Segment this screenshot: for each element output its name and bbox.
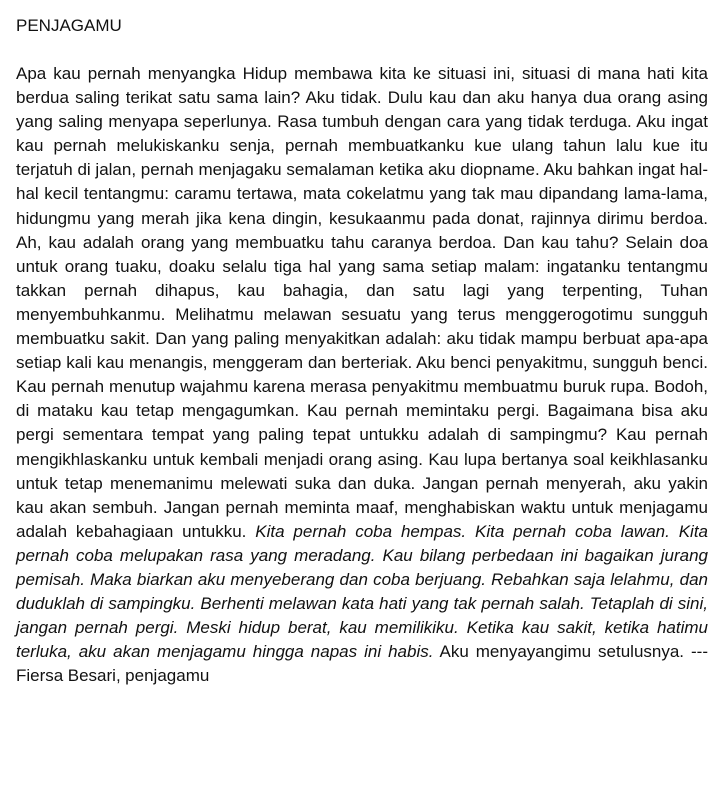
document-title: PENJAGAMU bbox=[16, 16, 122, 35]
body-intro-text: Apa kau pernah menyangka Hidup membawa kita ke situasi ini, situasi di mana hati kita berdua saling terikat satu sama lain? Aku tidak. Dulu kau dan aku hanya dua orang asing yang saling menyapa seperlunya. Rasa tumbuh dengan cara yang tidak terduga. Aku ingat kau pernah melukiskanku senja, pernah membuatkanku kue ulang tahun lalu kue itu terjatuh di jalan, pernah menjagaku semalaman ketika aku diopname. Aku bahkan ingat hal-hal kecil tentangmu: caramu tertawa, mata cokelatmu yang tak mau dipandang lama-lama, hidungmu yang merah jika kena dingin, kesukaanmu pada donat, rajinnya dirimu berdoa. Ah, kau adalah orang yang membuatku tahu caranya berdoa. Dan kau tahu? Selain doa untuk orang tuaku, doaku selalu tiga hal yang sama setiap malam: ingatanku tentangmu takkan pernah dihapus, kau bahagia, dan satu lagi yang terpenting, Tuhan menyembuhkanmu. Melihatmu melawan sesuatu yang terus menggerogotimu sungguh membuatku sakit. Dan yang paling menyakitkan adalah: aku tidak mampu berbuat apa-apa setiap kali kau menangis, menggeram dan berteriak. Aku benci penyakitmu, sungguh benci. Kau pernah menutup wajahmu karena merasa penyakitmu membuatmu buruk rupa. Bodoh, di mataku kau tetap mengagumkan. Kau pernah memintaku pergi. Bagaimana bisa aku pergi sementara tempat yang paling tepat untukku adalah di sampingmu? Kau pernah mengikhlaskanku untuk kembali menjadi orang asing. Kau lupa bertanya soal keikhlasanku untuk tetap menemanimu melewati suka dan duka. Jangan pernah menyerah, aku yakin kau akan sembuh. Jangan pernah meminta maaf, menghabiskan waktu untuk menjagamu adalah kebahagiaan untukku. bbox=[16, 64, 708, 541]
document-page bbox=[16, 14, 708, 688]
italic-quote-text: Kita pernah coba hempas. Kita pernah coba lawan. Kita pernah coba melupakan rasa yang meradang. Kau bilang perbedaan ini bagaikan jurang pemisah. Maka biarkan aku menyeberang dan coba berjuang. Rebahkan saja lelahmu, dan duduklah di sampingku. Berhenti melawan kata hati yang tak pernah salah. Tetaplah di sini, jangan pernah pergi. Meski hidup berat, kau memilikiku. Ketika kau sakit, ketika hatimu terluka, aku akan menjagamu hingga napas ini habis. bbox=[16, 521, 708, 662]
closing-signature-text: Aku menyayangimu setulusnya. --- Fiersa Besari, penjagamu bbox=[16, 642, 708, 686]
document-body bbox=[16, 62, 708, 688]
